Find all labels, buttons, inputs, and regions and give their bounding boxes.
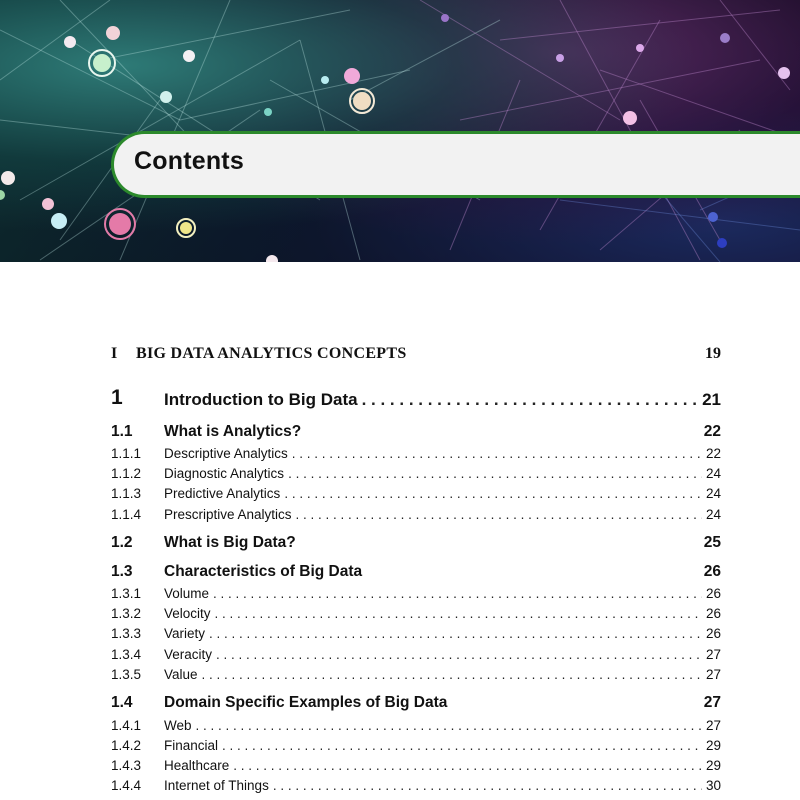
toc-subsection-row[interactable]	[111, 647, 721, 665]
toc-chapter-row[interactable]	[111, 386, 721, 416]
header-banner	[0, 0, 800, 262]
dot-leader	[215, 606, 702, 621]
subsection-number: 1.3.3	[111, 626, 142, 641]
toc-subsection-row[interactable]	[111, 486, 721, 504]
subsection-page: 24	[705, 507, 721, 522]
subsection-number: 1.3.4	[111, 647, 142, 662]
subsection-number: 1.4.2	[111, 738, 142, 753]
toc-part-row[interactable]	[111, 345, 721, 367]
toc-subsection-row[interactable]	[111, 626, 721, 644]
page-title: Contents	[134, 147, 244, 175]
subsection-page: 26	[705, 606, 721, 621]
subsection-page: 30	[705, 778, 721, 793]
section-page: 25	[703, 534, 721, 551]
subsection-title: Volume	[164, 586, 210, 601]
subsection-number: 1.3.1	[111, 586, 142, 601]
section-title: What is Analytics?	[164, 423, 302, 440]
subsection-title: Internet of Things	[164, 778, 269, 793]
subsection-number: 1.3.2	[111, 606, 142, 621]
section-number: 1.2	[111, 534, 133, 551]
subsection-page: 29	[705, 758, 721, 773]
toc-subsection-row[interactable]	[111, 507, 721, 525]
chapter-title: Introduction to Big Data	[164, 390, 358, 409]
subsection-number: 1.1.1	[111, 446, 142, 461]
toc-subsection-row[interactable]	[111, 667, 721, 685]
toc-section-row[interactable]	[111, 694, 721, 714]
part-number: I	[111, 345, 118, 362]
dot-leader	[222, 738, 702, 753]
section-number: 1.3	[111, 563, 133, 580]
subsection-title: Value	[164, 667, 198, 682]
toc-subsection-row[interactable]	[111, 466, 721, 484]
subsection-number: 1.1.3	[111, 486, 142, 501]
toc-subsection-row[interactable]	[111, 758, 721, 776]
subsection-number: 1.4.3	[111, 758, 142, 773]
subsection-page: 26	[705, 626, 721, 641]
subsection-title: Velocity	[164, 606, 211, 621]
subsection-page: 24	[705, 466, 721, 481]
dot-leader	[202, 667, 702, 682]
subsection-title: Financial	[164, 738, 219, 753]
subsection-number: 1.1.2	[111, 466, 142, 481]
dot-leader	[209, 626, 702, 641]
dot-leader	[216, 647, 702, 662]
subsection-page: 22	[705, 446, 721, 461]
subsection-title: Diagnostic Analytics	[164, 466, 285, 481]
subsection-page: 26	[705, 586, 721, 601]
subsection-number: 1.4.1	[111, 718, 142, 733]
subsection-page: 27	[705, 647, 721, 662]
part-title: BIG DATA ANALYTICS CONCEPTS	[136, 345, 407, 362]
chapter-number: 1	[111, 386, 123, 409]
section-title: Domain Specific Examples of Big Data	[164, 694, 448, 711]
section-title: Characteristics of Big Data	[164, 563, 363, 580]
section-page: 27	[703, 694, 721, 711]
dot-leader	[288, 466, 702, 481]
toc-subsection-row[interactable]	[111, 778, 721, 796]
dot-leader	[213, 586, 702, 601]
dot-leader	[233, 758, 702, 773]
subsection-page: 24	[705, 486, 721, 501]
dot-leader	[284, 486, 702, 501]
subsection-title: Descriptive Analytics	[164, 446, 288, 461]
dot-leader	[273, 778, 702, 793]
subsection-title: Predictive Analytics	[164, 486, 281, 501]
toc-subsection-row[interactable]	[111, 606, 721, 624]
toc-section-row[interactable]	[111, 534, 721, 554]
subsection-number: 1.3.5	[111, 667, 142, 682]
subsection-page: 27	[705, 718, 721, 733]
toc-section-row[interactable]	[111, 423, 721, 443]
subsection-title: Variety	[164, 626, 206, 641]
subsection-number: 1.1.4	[111, 507, 142, 522]
toc-subsection-row[interactable]	[111, 738, 721, 756]
toc-subsection-row[interactable]	[111, 446, 721, 464]
section-number: 1.4	[111, 694, 133, 711]
dot-leader	[362, 390, 698, 410]
subsection-title: Prescriptive Analytics	[164, 507, 292, 522]
subsection-number: 1.4.4	[111, 778, 142, 793]
section-title: What is Big Data?	[164, 534, 296, 551]
subsection-page: 27	[705, 667, 721, 682]
toc-subsection-row[interactable]	[111, 586, 721, 604]
section-number: 1.1	[111, 423, 133, 440]
toc-subsection-row[interactable]	[111, 718, 721, 736]
subsection-page: 29	[705, 738, 721, 753]
chapter-page: 21	[702, 390, 721, 409]
dot-leader	[292, 446, 702, 461]
part-page: 19	[705, 345, 721, 362]
dot-leader	[196, 718, 702, 733]
subsection-title: Veracity	[164, 647, 213, 662]
dot-leader	[296, 507, 702, 522]
toc-section-row[interactable]	[111, 563, 721, 583]
subsection-title: Web	[164, 718, 192, 733]
section-page: 22	[703, 423, 721, 440]
subsection-title: Healthcare	[164, 758, 230, 773]
section-page: 26	[703, 563, 721, 580]
